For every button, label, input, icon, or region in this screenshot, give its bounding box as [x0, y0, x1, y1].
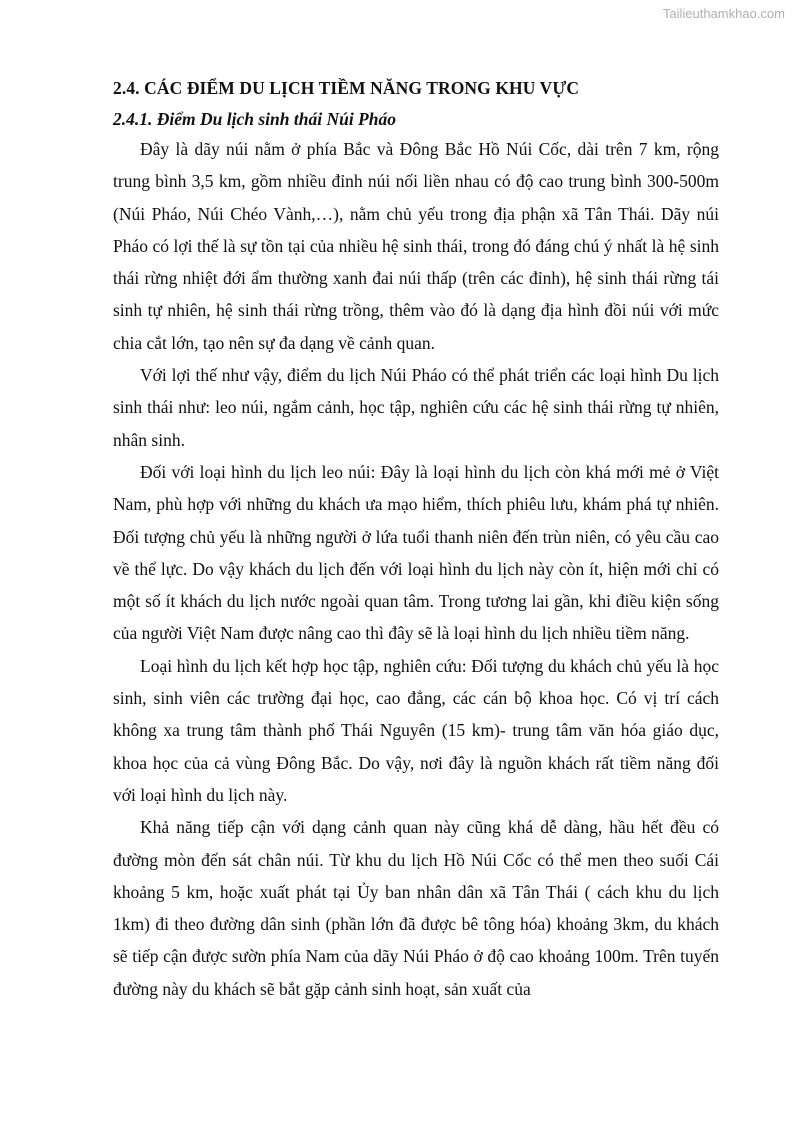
watermark: Tailieuthamkhao.com — [662, 6, 785, 21]
section-heading: 2.4. CÁC ĐIỂM DU LỊCH TIỀM NĂNG TRONG KHU VỰC — [113, 78, 580, 98]
paragraph-1: Đây là dãy núi nằm ở phía Bắc và Đông Bắc Hồ Núi Cốc, dài trên 7 km, rộng trung bình 3,5 km, gồm nhiều đỉnh núi nối liền nhau có độ cao trung bình 300-500m (Núi Pháo, Núi Chéo Vành,…), nằm chủ yếu trong địa phận xã Tân Thái. Dãy núi Pháo có lợi thế là sự tồn tại của nhiều hệ sinh thái, trong đó đáng chú ý nhất là hệ sinh thái rừng nhiệt đới ẩm thường xanh đai núi thấp (trên các đỉnh), hệ sinh thái rừng tái sinh tự nhiên, hệ sinh thái rừng trồng, thêm vào đó là dạng địa hình đồi núi với mức chia cắt lớn, tạo nên sự đa dạng về cảnh quan. — [113, 139, 719, 353]
paragraph-4: Loại hình du lịch kết hợp học tập, nghiên cứu: Đối tượng du khách chủ yếu là học sinh, sinh viên các trường đại học, cao đẳng, các cán bộ khoa học. Có vị trí cách không xa trung tâm thành phố Thái Nguyên (15 km)- trung tâm văn hóa giáo dục, khoa học của cả vùng Đông Bắc. Do vậy, nơi đây là nguồn khách rất tiềm năng đối với loại hình du lịch này. — [113, 655, 719, 805]
paragraph-2: Với lợi thế như vậy, điểm du lịch Núi Pháo có thể phát triển các loại hình Du lịch sinh thái như: leo núi, ngắm cảnh, học tập, nghiên cứu các hệ sinh thái rừng tự nhiên, nhân sinh. — [113, 365, 719, 450]
subsection-heading: 2.4.1. Điểm Du lịch sinh thái Núi Pháo — [113, 109, 396, 129]
document-body — [113, 74, 719, 1005]
paragraph-3: Đối với loại hình du lịch leo núi: Đây là loại hình du lịch còn khá mới mẻ ở Việt Nam, phù hợp với những du khách ưa mạo hiểm, thích phiêu lưu, khám phá tự nhiên. Đối tượng chủ yếu là những người ở lứa tuổi thanh niên đến trùn niên, có yêu cầu cao về thể lực. Do vậy khách du lịch đến với loại hình du lịch này còn ít, hiện mới chỉ có một số ít khách du lịch nước ngoài quan tâm. Trong tương lai gần, khi điều kiện sống của người Việt Nam được nâng cao thì đây sẽ là loại hình du lịch nhiều tiềm năng. — [113, 461, 719, 644]
paragraph-5: Khả năng tiếp cận với dạng cảnh quan này cũng khá dễ dàng, hầu hết đều có đường mòn đến sát chân núi. Từ khu du lịch Hồ Núi Cốc có thể men theo suối Cái khoảng 5 km, hoặc xuất phát tại Ủy ban nhân dân xã Tân Thái ( cách khu du lịch 1km) đi theo đường dân sinh (phần lớn đã được bê tông hóa) khoảng 3km, du khách sẽ tiếp cận được sườn phía Nam của dãy Núi Pháo ở độ cao khoảng 100m. Trên tuyến đường này du khách sẽ bắt gặp cảnh sinh hoạt, sản xuất của — [113, 817, 719, 999]
